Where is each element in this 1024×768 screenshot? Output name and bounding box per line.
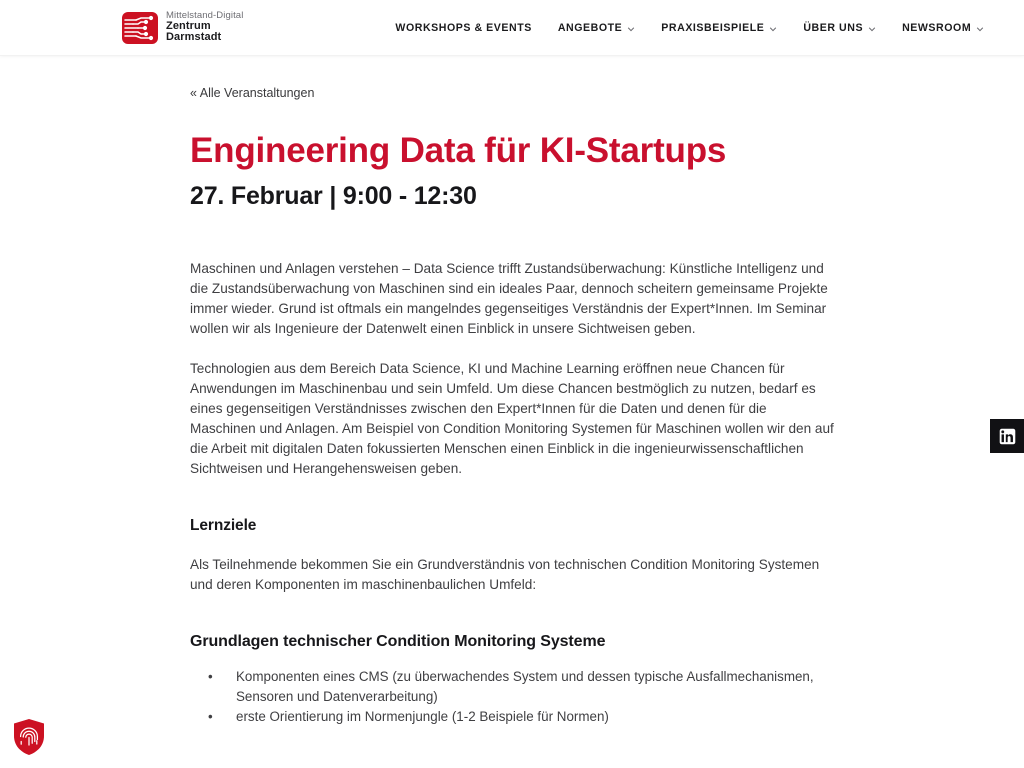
logo-line-1: Mittelstand-Digital xyxy=(166,10,244,22)
site-header xyxy=(0,0,1024,56)
nav-label: ANGEBOTE xyxy=(557,21,623,34)
site-logo[interactable] xyxy=(122,11,243,44)
learning-goals-intro: Als Teilnehmende bekommen Sie ein Grundverständnis von technischen Condition Monitoring Systemen und deren Komponenten im maschinenbaulichen Umfeld: xyxy=(190,556,820,592)
logo-wordmark xyxy=(166,11,243,44)
learning-goals-heading: Lernziele xyxy=(190,516,257,534)
bullet-dot-icon: • xyxy=(208,709,213,725)
event-page xyxy=(0,56,1024,727)
share-linkedin-button[interactable] xyxy=(990,419,1024,453)
nav-item-workshops-events[interactable] xyxy=(395,22,531,34)
list-item xyxy=(208,707,834,727)
nav-label: NEWSROOM xyxy=(902,21,972,34)
nav-label: PRAXISBEISPIELE xyxy=(661,21,765,34)
list-item-label: erste Orientierung im Normenjungle (1-2 Beispiele für Normen) xyxy=(236,709,609,725)
event-description xyxy=(190,259,834,479)
list-item xyxy=(208,667,834,706)
bullet-dot-icon: • xyxy=(208,668,213,684)
privacy-consent-badge[interactable] xyxy=(12,718,46,756)
chevron-down-icon xyxy=(976,24,984,32)
basics-heading: Grundlagen technischer Condition Monitoring Systeme xyxy=(190,632,606,650)
chevron-down-icon xyxy=(868,24,876,32)
nav-item-angebote[interactable] xyxy=(558,22,635,34)
breadcrumb-all-events[interactable]: « Alle Veranstaltungen xyxy=(190,86,315,100)
chevron-down-icon xyxy=(627,24,635,32)
chevron-down-icon xyxy=(769,24,777,32)
page-title: Engineering Data für KI-Startups xyxy=(190,131,727,170)
nav-item-ueber-uns[interactable] xyxy=(803,22,876,34)
description-paragraph: Technologien aus dem Bereich Data Science, KI und Machine Learning eröffnen neue Chancen für Anwendungen im Maschinenbau und sein Umfeld. Um diese Chancen bestmöglich zu nutzen, bedarf es eines gegenseitigen Verständnisses zwischen den Expert*Innen für die Daten und denen für die Maschinen und Anlagen. Am Beispiel von Condition Monitoring Systemen für Maschinen wollen wir den auf die Arbeit mit digitalen Daten fokussierten Menschen einen Einblick in die ingenieurwissenschaftlichen Sichtweisen und Herangehensweisen geben. xyxy=(190,361,834,476)
logo-line-3: Darmstadt xyxy=(166,31,222,44)
basics-list xyxy=(190,667,834,727)
nav-item-newsroom[interactable] xyxy=(902,22,984,34)
shield-fingerprint-icon xyxy=(12,718,46,756)
linkedin-icon xyxy=(999,428,1016,445)
circuit-board-logo-mark-icon xyxy=(122,12,158,44)
nav-label: ÜBER UNS xyxy=(803,21,864,34)
logo-line-2: Zentrum xyxy=(166,20,211,32)
main-navigation xyxy=(395,22,984,34)
nav-item-praxisbeispiele[interactable] xyxy=(661,22,777,34)
description-paragraph: Maschinen und Anlagen verstehen – Data Science trifft Zustandsüberwachung: Künstliche Intelligenz und die Zustandsüberwachung von Maschinen sind ein ideales Paar, dennoch scheitern gemeinsame Projekte immer wieder. Grund ist oftmals ein mangelndes gegenseitiges Verständnis der Expert*Innen. Im Seminar wollen wir als Ingenieure der Datenwelt einen Einblick in unsere Sichtweisen geben. xyxy=(190,261,828,337)
nav-label: WORKSHOPS & EVENTS xyxy=(395,21,532,34)
list-item-label: Komponenten eines CMS (zu überwachendes System und dessen typische Ausfallmechanismen, Sensoren und Datenverarbeitung) xyxy=(236,668,814,704)
event-date-time: 27. Februar | 9:00 - 12:30 xyxy=(190,182,477,211)
